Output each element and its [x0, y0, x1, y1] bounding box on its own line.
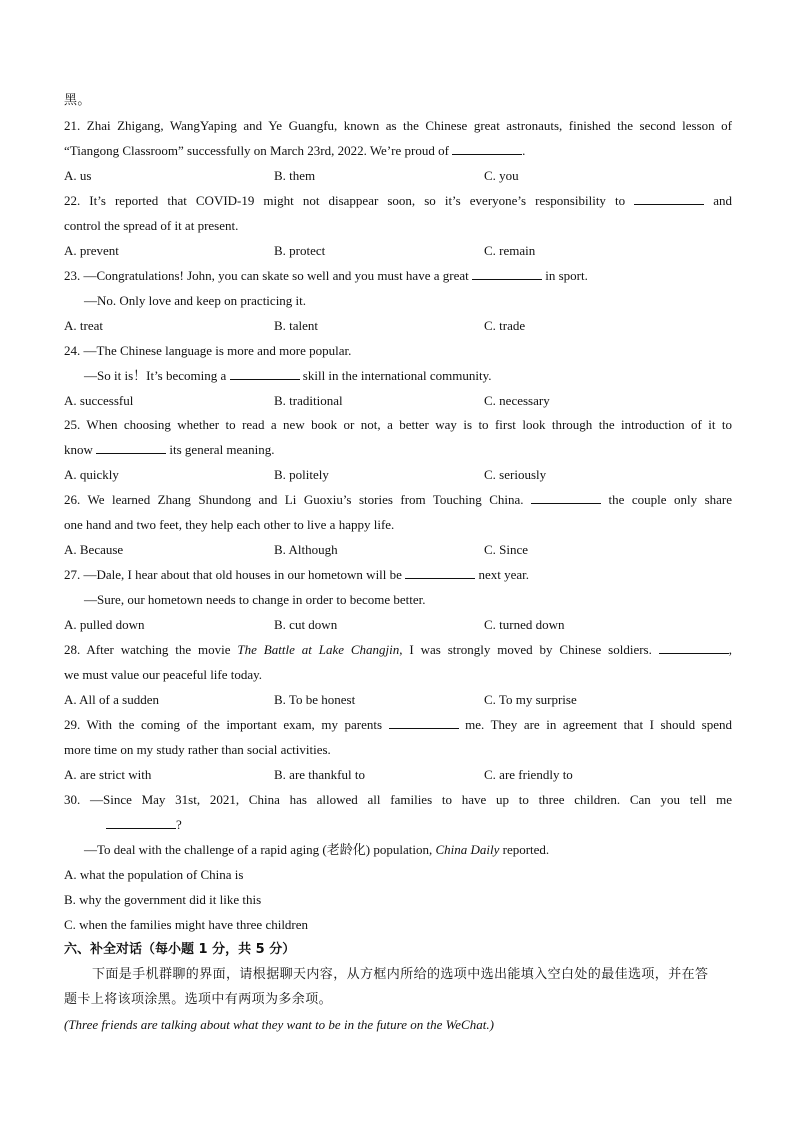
q22-option-c[interactable]: C. remain — [484, 243, 536, 258]
q26-stem-line2: one hand and two feet, they help each other to live a happy life. — [64, 517, 395, 532]
q27-stem-line1: 27. —Dale, I hear about that old houses in our hometown will be next year. — [64, 562, 732, 587]
q25-option-a[interactable]: A. quickly — [64, 467, 119, 482]
q30-option-a[interactable]: A. what the population of China is — [64, 867, 244, 882]
q30-option-c[interactable]: C. when the families might have three children — [64, 917, 309, 932]
q27-option-b[interactable]: B. cut down — [274, 617, 338, 632]
q24-option-b[interactable]: B. traditional — [274, 393, 343, 408]
q27-option-a[interactable]: A. pulled down — [64, 617, 145, 632]
q24-stem-line1: 24. —The Chinese language is more and more popular. — [64, 343, 352, 358]
answer-blank — [531, 489, 601, 504]
q28-option-c[interactable]: C. To my surprise — [484, 692, 577, 707]
q23-option-a[interactable]: A. treat — [64, 318, 103, 333]
q28-stem-line2: we must value our peaceful life today. — [64, 667, 263, 682]
q28-stem-line1: 28. After watching the movie The Battle at Lake Changjin, I was strongly moved by Chinese soldiers. , — [64, 637, 732, 662]
q22-stem-line1: 22. It’s reported that COVID-19 might not disappear soon, so it’s everyone’s responsibility to and — [64, 188, 732, 213]
section-instruction-line2: 题卡上将该项涂黑。选项中有两项为多余项。 — [64, 992, 333, 1007]
answer-blank — [96, 439, 166, 454]
q24-option-a[interactable]: A. successful — [64, 393, 134, 408]
q22-option-a[interactable]: A. prevent — [64, 243, 119, 258]
q30-option-b[interactable]: B. why the government did it like this — [64, 892, 262, 907]
answer-blank — [634, 190, 704, 205]
q26-option-a[interactable]: A. Because — [64, 542, 124, 557]
q28-option-a[interactable]: A. All of a sudden — [64, 692, 159, 707]
q25-option-c[interactable]: C. seriously — [484, 467, 547, 482]
answer-blank — [452, 140, 522, 155]
q25-option-b[interactable]: B. politely — [274, 467, 329, 482]
dialogue-context: (Three friends are talking about what they want to be in the future on the WeChat.) — [64, 1017, 494, 1032]
top-fragment: 黑。 — [64, 93, 91, 108]
q30-stem-line2: ? — [106, 812, 732, 837]
q22-option-b[interactable]: B. protect — [274, 243, 326, 258]
section-heading: 六、补全对话（每小题 1 分，共 5 分） — [64, 942, 296, 957]
section-instruction-line1: 下面是手机群聊的界面，请根据聊天内容，从方框内所给的选项中选出能填入空白处的最佳选项，并在答 — [92, 967, 709, 982]
answer-blank — [659, 639, 729, 654]
q21-option-b[interactable]: B. them — [274, 168, 316, 183]
q23-option-b[interactable]: B. talent — [274, 318, 319, 333]
q29-stem-line1: 29. With the coming of the important exam, my parents me. They are in agreement that I should spend — [64, 712, 732, 737]
q23-stem-line1: 23. —Congratulations! John, you can skate so well and you must have a great in sport. — [64, 263, 732, 288]
q25-stem-line1: 25. When choosing whether to read a new book or not, a better way is to first look through the introduction of it to — [64, 417, 732, 432]
q22-stem-line2: control the spread of it at present. — [64, 218, 239, 233]
q24-stem-line2: —So it is！It’s becoming a skill in the international community. — [84, 363, 732, 388]
q27-stem-line2: —Sure, our hometown needs to change in order to become better. — [84, 592, 426, 607]
q21-option-a[interactable]: A. us — [64, 168, 92, 183]
q30-stem-line3: —To deal with the challenge of a rapid aging (老龄化) population, China Daily reported. — [84, 842, 550, 857]
movie-title: The Battle at Lake Changjin — [237, 642, 400, 657]
answer-blank — [389, 714, 459, 729]
answer-blank — [405, 564, 475, 579]
answer-blank — [230, 365, 300, 380]
answer-blank — [472, 265, 542, 280]
q25-stem-line2: know its general meaning. — [64, 437, 732, 462]
q21-stem-line1: 21. Zhai Zhigang, WangYaping and Ye Guangfu, known as the Chinese great astronauts, finished the second lesson of — [64, 118, 732, 133]
q26-option-c[interactable]: C. Since — [484, 542, 529, 557]
newspaper-name: China Daily — [435, 842, 500, 857]
q30-stem-line1: 30. —Since May 31st, 2021, China has allowed all families to have up to three children. Can you tell me — [64, 792, 732, 807]
q29-stem-line2: more time on my study rather than social activities. — [64, 742, 331, 757]
q28-option-b[interactable]: B. To be honest — [274, 692, 356, 707]
q21-option-c[interactable]: C. you — [484, 168, 519, 183]
q21-stem-line2: “Tiangong Classroom” successfully on March 23rd, 2022. We’re proud of . — [64, 138, 732, 163]
q29-option-b[interactable]: B. are thankful to — [274, 767, 365, 782]
q23-option-c[interactable]: C. trade — [484, 318, 526, 333]
q29-option-c[interactable]: C. are friendly to — [484, 767, 573, 782]
q26-stem-line1: 26. We learned Zhang Shundong and Li Guoxiu’s stories from Touching China. the couple only share — [64, 487, 732, 512]
q27-option-c[interactable]: C. turned down — [484, 617, 565, 632]
q23-stem-line2: —No. Only love and keep on practicing it. — [84, 293, 307, 308]
q29-option-a[interactable]: A. are strict with — [64, 767, 152, 782]
q26-option-b[interactable]: B. Although — [274, 542, 338, 557]
q24-option-c[interactable]: C. necessary — [484, 393, 550, 408]
answer-blank — [106, 814, 176, 829]
